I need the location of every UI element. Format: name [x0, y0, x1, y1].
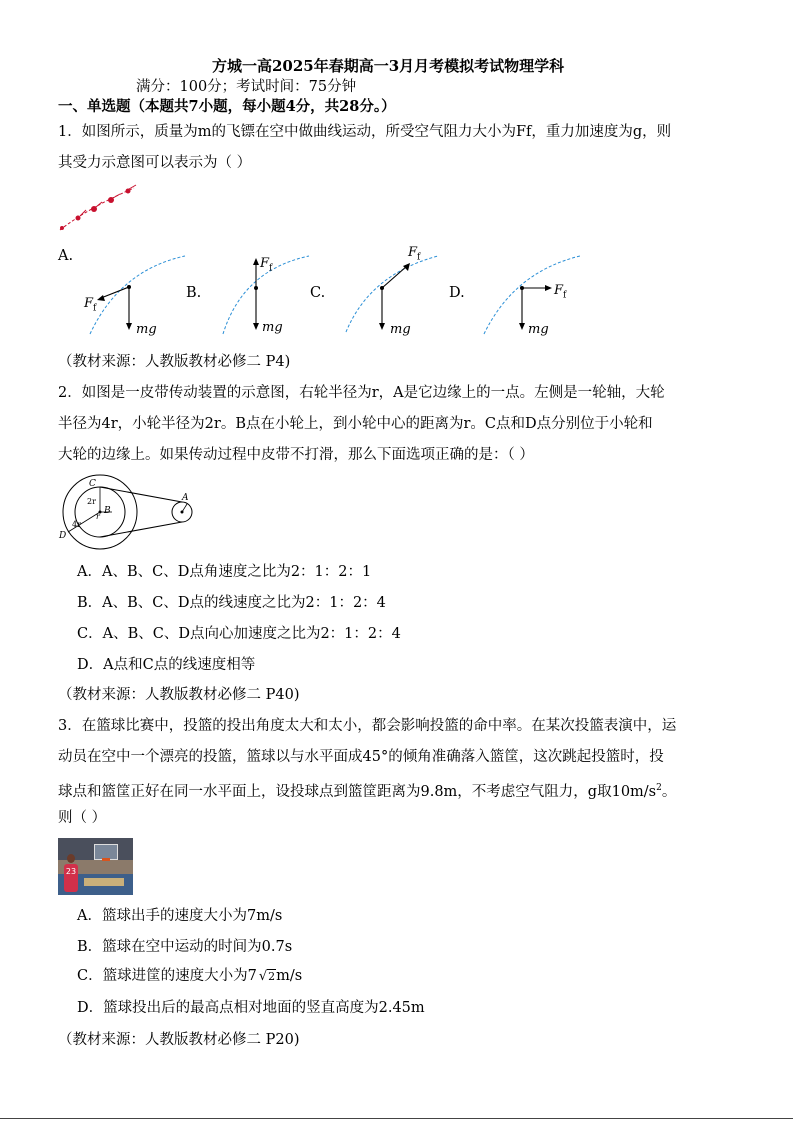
section-heading: 一、单选题（本题共7小题，每小题4分，共28分。） [58, 98, 396, 115]
q3-line4: 则（ ） [58, 810, 107, 826]
belt-label-c: C [89, 479, 96, 489]
q1-option-d[interactable]: D. [449, 285, 465, 301]
q1-option-a[interactable]: A. [58, 248, 74, 264]
q2-source: （教材来源：人教版教材必修二 P40) [58, 687, 300, 703]
q3-option-b[interactable]: B．篮球在空中运动的时间为0.7s [77, 939, 293, 955]
q1-c-ff: $F_f$ [408, 245, 421, 263]
exam-subtitle: 满分：100分；考试时间：75分钟 [136, 79, 357, 95]
q3-option-d[interactable]: D．篮球投出后的最高点相对地面的竖直高度为2.45m [77, 1000, 425, 1016]
belt-label-a: A [182, 493, 189, 503]
belt-label-d: D [59, 531, 67, 541]
belt-drive-figure [56, 472, 196, 552]
q3-line3: 球点和篮筐正好在同一水平面上，设投球点到篮筐距离为9.8m，不考虑空气阻力，g取$10m/s^2$。 [58, 783, 677, 800]
belt-label-b: B [104, 506, 111, 516]
q1-source: （教材来源：人教版教材必修二 P4) [58, 354, 291, 370]
q2-line1: 2．如图是一皮带传动装置的示意图，右轮半径为r，A是它边缘上的一点。左侧是一轮轴，大轮 [58, 385, 665, 401]
page-bottom-rule [0, 1118, 793, 1119]
q1-d-mg: mg [528, 322, 549, 337]
q3-line1: 3．在篮球比赛中，投篮的投出角度太大和太小，都会影响投篮的命中率。在某次投篮表演中，运 [58, 718, 677, 734]
q3-option-a[interactable]: A．篮球出手的速度大小为7m/s [77, 908, 283, 924]
q1-b-mg: mg [262, 320, 283, 335]
belt-label-2r: 2r [87, 497, 96, 506]
q2-option-c[interactable]: C．A、B、C、D点向心加速度之比为2：1：2：4 [77, 626, 401, 642]
q3-source: （教材来源：人教版教材必修二 P20) [58, 1032, 300, 1048]
q1-a-mg: mg [136, 322, 157, 337]
q3-line2: 动员在空中一个漂亮的投篮，篮球以与水平面成45°的倾角准确落入篮筐，这次跳起投篮时，投 [58, 749, 664, 765]
q1-line2: 其受力示意图可以表示为（ ） [58, 155, 252, 171]
q1-d-ff: $F_f$ [554, 283, 567, 301]
belt-label-r: r [96, 512, 100, 521]
exam-title: 方城一高2025年春期高一3月月考模拟考试物理学科 [212, 57, 565, 75]
q2-option-b[interactable]: B．A、B、C、D点的线速度之比为2：1：2：4 [77, 595, 386, 611]
dart-trajectory-figure [58, 182, 138, 234]
q1-figure-a [80, 252, 190, 337]
player-jersey-number: 23 [65, 867, 77, 876]
q2-line2: 半径为4r，小轮半径为2r。B点在小轮上，到小轮中心的距离为r。C点和D点分别位于小轮和 [58, 416, 653, 432]
q1-line1: 1．如图所示，质量为m的飞镖在空中做曲线运动，所受空气阻力大小为Ff，重力加速度为g，则 [58, 124, 672, 140]
q2-option-d[interactable]: D．A点和C点的线速度相等 [77, 657, 256, 673]
q1-c-mg: mg [390, 322, 411, 337]
q2-line3: 大轮的边缘上。如果传动过程中皮带不打滑，那么下面选项正确的是：（ ） [58, 447, 534, 463]
q2-option-a[interactable]: A．A、B、C、D点角速度之比为2：1：2：1 [77, 564, 372, 580]
q1-option-c[interactable]: C. [310, 285, 326, 301]
belt-label-4r: 4r [72, 520, 81, 529]
q3-option-c[interactable]: C．篮球进筐的速度大小为7 √2m/s [77, 968, 303, 984]
q1-a-ff: $F_f$ [84, 296, 97, 314]
basketball-photo [58, 838, 133, 895]
q1-option-b[interactable]: B. [186, 285, 202, 301]
q1-b-ff: $F_f$ [260, 256, 273, 274]
